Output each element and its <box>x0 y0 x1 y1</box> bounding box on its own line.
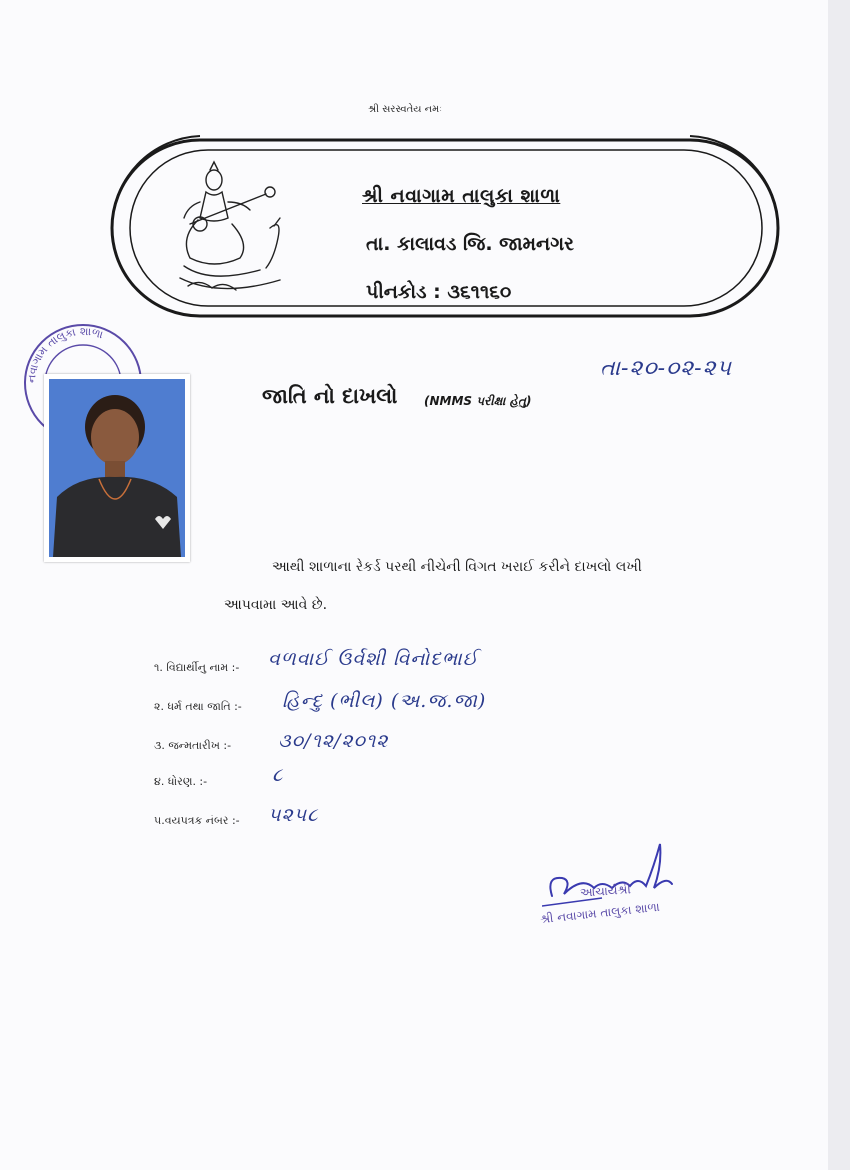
saraswati-emblem <box>170 158 300 308</box>
field-label-student-name: ૧. વિદ્યાર્થીનુ નામ :- <box>154 661 240 674</box>
scan-edge <box>828 0 850 1170</box>
field-value-register-number: ૫૨૫૮ <box>268 804 319 826</box>
field-value-student-name: વળવાઈ ઉર્વશી વિનોદભાઈ <box>268 648 479 670</box>
school-pincode: પીનકોડ : ૩૬૧૧૬૦ <box>366 281 512 303</box>
field-label-register-number: ૫.વયપત્રક નંબર :- <box>154 814 240 827</box>
field-label-birth-date: ૩. જન્મતારીખ :- <box>154 739 232 752</box>
intro-text-line-1: આથી શાળાના રેકર્ડ પરથી નીચેની વિગત ખરાઈ કરીને દાખલો લખી <box>272 559 642 575</box>
signature-designation: આચાર્યશ્રી <box>579 882 632 900</box>
school-address: તા. કાલાવડ જિ. જામનગર <box>366 233 574 255</box>
handwritten-date: તા-૨૦-૦૨-૨૫ <box>600 356 732 381</box>
student-photo <box>44 374 190 562</box>
field-label-standard: ૪. ધોરણ. :- <box>154 775 208 788</box>
invocation-text: શ્રી સરસ્વતેય નમઃ <box>368 104 443 115</box>
school-name: શ્રી નવાગામ તાલુકા શાળા <box>362 185 561 207</box>
field-value-standard: ૮ <box>272 764 284 786</box>
field-value-birth-date: ૩૦/૧૨/૨૦૧૨ <box>278 730 389 752</box>
intro-text-line-2: આપવામા આવે છે. <box>224 597 328 613</box>
stamp-text: નવાગામ તાલુકા શાળા <box>24 324 105 384</box>
field-value-religion-caste: હિન્દુ (ભીલ) (અ.જ.જા) <box>282 690 487 712</box>
signature-school-stamp: શ્રી નવાગામ તાલુકા શાળા <box>539 899 661 927</box>
certificate-purpose: (NMMS પરીક્ષા હેતુ) <box>424 394 532 408</box>
field-label-religion-caste: ૨. ધર્મ તથા જાતિ :- <box>154 700 242 713</box>
certificate-title: જાતિ નો દાખલો <box>262 384 398 408</box>
